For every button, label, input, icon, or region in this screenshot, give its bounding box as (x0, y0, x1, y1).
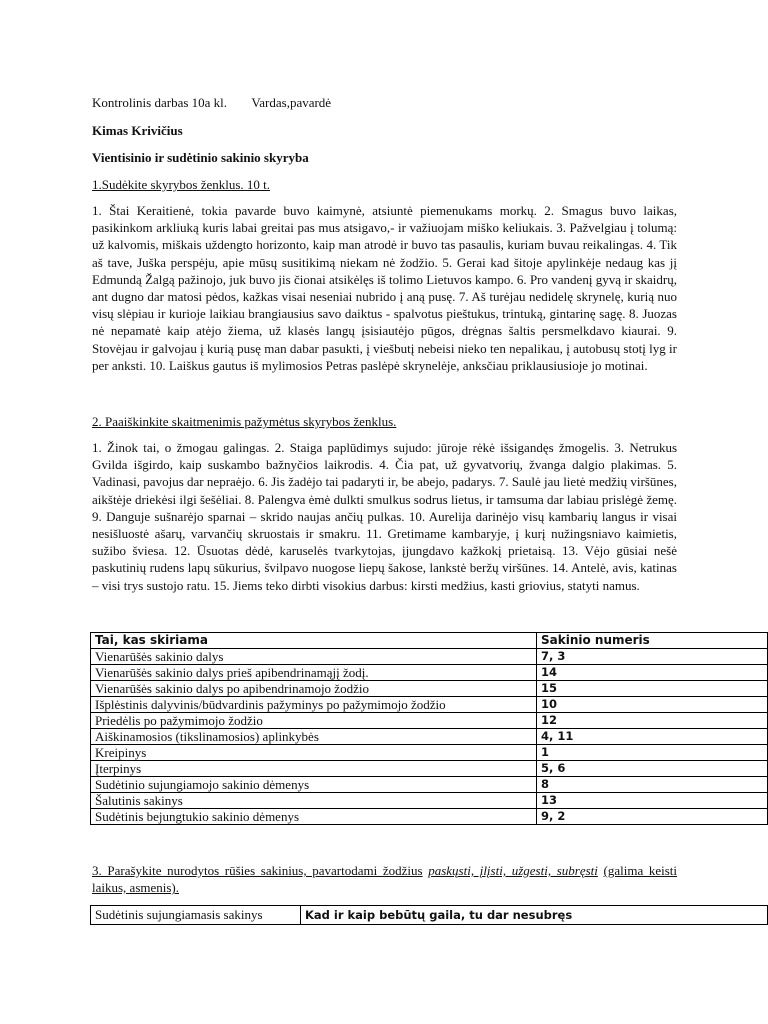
sentence-type-label: Sudėtinis sujungiamasis sakinys (91, 906, 301, 925)
name-label: Vardas,pavardė (251, 95, 332, 110)
punctuation-table (90, 632, 768, 825)
table-cell: 10 (537, 697, 768, 713)
table-row (91, 809, 768, 825)
table-cell: Sudėtinis bejungtukio sakinio dėmenys (91, 809, 537, 825)
task2-text: 1. Žinok tai, o žmogau galingas. 2. Staiga paplūdimys sujudo: jūroje rėkė išsigandęs žmogelis. 3. Netrukus Gvilda išgirdo, kaip suskambo bažnyčios laikrodis. 4. Čia pat, už gyvatvorių, žvanga dalgio plakimas. 5. Vadinasi, pavojus dar nepraėjo. 6. Jis žadėjo tai padaryti ir, be abejo, padarys. 7. Saulė jau lietė medžių viršūnes, aikštėje driekėsi ilgi šešėliai. 8. Palengva ėmė dulkti smulkus sodrus lietus, ir tamsuma dar labiau prislėgė žemę. 9. Danguje sušnarėjo sparnai – skrido naujas ančių pulkas. 10. Aurelija darinėjo visų kambarių langus ir visai nesišluostė ašarų, varvančių skruostais ir smakru. 11. Gretimame kambaryje, į kurį nužingsniavo kaimietis, sužibo šviesa. 12. Ūsuotas dėdė, karuselės tvarkytojas, įjungdavo kažkokį prietaisą. 13. Vėjo gūsiai nešė paskutinių rudens lapų sūkurius, švilpavo nuogose liepų šakose, lankstė beržų viršūnes. 14. Antelė, avis, katinas – visi trys sustojo ratu. 15. Jiems teko dirbti visokius darbus: kirsti medžius, kasti griovius, statyti namus. (92, 440, 677, 593)
table-row (91, 761, 768, 777)
table-cell: Vienarūšės sakinio dalys (91, 649, 537, 665)
table-cell: 7, 3 (537, 649, 768, 665)
table-row (91, 665, 768, 681)
table-row (91, 777, 768, 793)
table-cell: Įterpinys (91, 761, 537, 777)
task3-heading (92, 862, 677, 896)
table-row (91, 681, 768, 697)
task1-text: 1. Štai Keraitienė, tokia pavarde buvo kaimynė, atsiuntė piemenukams morkų. 2. Smagus buvo laikas, pasikinkom arkliuką kuris labai greitai pas mus atsigavo,- ir važiuojam miško keliukais. 3. Pažvelgiau į tolumą: už kalvomis, miškais uždengto horizonto, kaip man atrodė ir buvo tas pasaulis, kuriam buvau reikalingas. 4. Tik aš tave, Juška perspėju, apie mūsų susitikimą niekam nė žodžio. 5. Gerai kad šitoje apylinkėje nedaug kas jį Edmundą Žalgą pažinojo, juk buvo jis čionai atsikėlęs iš tolimo Lietuvos kampo. 6. Pro vandenį gyvą ir skaidrų, ant dugno dar matosi pėdos, kažkas visai neseniai nubrido į aną pusę. 7. Aš turėjau nedidelę skrynelę, kurią nuo visų slėpiau ir kurioje laikiau brangiausius savo daiktus - spalvotus pieštukus, trintuką, gintarinę sagę. 8. Juozas nė nepamatė kaip atėjo žiema, už klasės langų įsisiautėjo pūgos, drėgnas šaltis persmelkdavo kiaurai. 9. Stovėjau ir galvojau į kurią pusę man dabar pasukti, į viešbutį nebeisi nieko ten nepalikau, į autobusų stotį lyg ir per anksti. 10. Laiškus gautus iš mylimosios Petras paslėpė skrynelėje, anksčiau priklausiusioje jo motinai. (92, 203, 677, 373)
table-cell: 9, 2 (537, 809, 768, 825)
table-cell: Šalutinis sakinys (91, 793, 537, 809)
table-header-row (91, 633, 768, 649)
task1-heading: 1.Sudėkite skyrybos ženklus. 10 t. (92, 177, 271, 192)
table-row (91, 906, 768, 925)
test-title: Kontrolinis darbas 10a kl. (92, 95, 228, 110)
sentence-answer: Kad ir kaip bebūtų gaila, tu dar nesubręs (301, 906, 768, 925)
table-cell: 13 (537, 793, 768, 809)
table-row (91, 793, 768, 809)
table-cell: 8 (537, 777, 768, 793)
table-cell: Aiškinamosios (tikslinamosios) aplinkybės (91, 729, 537, 745)
table-row (91, 697, 768, 713)
header-cell: Sakinio numeris (537, 633, 768, 649)
student-name: Kimas Krivičius (92, 123, 183, 138)
table-row (91, 745, 768, 761)
table-cell: 5, 6 (537, 761, 768, 777)
table-cell: 15 (537, 681, 768, 697)
table-row (91, 713, 768, 729)
table-cell: 4, 11 (537, 729, 768, 745)
sentence-table (90, 905, 768, 925)
table-cell: Vienarūšės sakinio dalys prieš apibendrinamąjį žodį. (91, 665, 537, 681)
table-row (91, 649, 768, 665)
table-row (91, 729, 768, 745)
table-cell: Priedėlis po pažymimojo žodžio (91, 713, 537, 729)
task3-heading-prefix: 3. Parašykite nurodytos rūšies sakinius, pavartodami žodžius (92, 863, 423, 878)
table-cell: 14 (537, 665, 768, 681)
table-cell: 12 (537, 713, 768, 729)
task3-heading-suffix: (galima keisti laikus, asmenis). (92, 863, 678, 896)
header-line (92, 94, 331, 111)
table-cell: Išplėstinis dalyvinis/būdvardinis pažyminys po pažymimojo žodžio (91, 697, 537, 713)
table-cell: Sudėtinio sujungiamojo sakinio dėmenys (91, 777, 537, 793)
task3-heading-words: paskųsti, įlįsti, užgesti, subręsti (428, 863, 598, 878)
table-cell: Kreipinys (91, 745, 537, 761)
topic-title: Vientisinio ir sudėtinio sakinio skyryba (92, 150, 309, 165)
task2-heading: 2. Paaiškinkite skaitmenimis pažymėtus skyrybos ženklus. (92, 414, 397, 429)
table-cell: Vienarūšės sakinio dalys po apibendrinamojo žodžio (91, 681, 537, 697)
header-cell: Tai, kas skiriama (91, 633, 537, 649)
table-cell: 1 (537, 745, 768, 761)
